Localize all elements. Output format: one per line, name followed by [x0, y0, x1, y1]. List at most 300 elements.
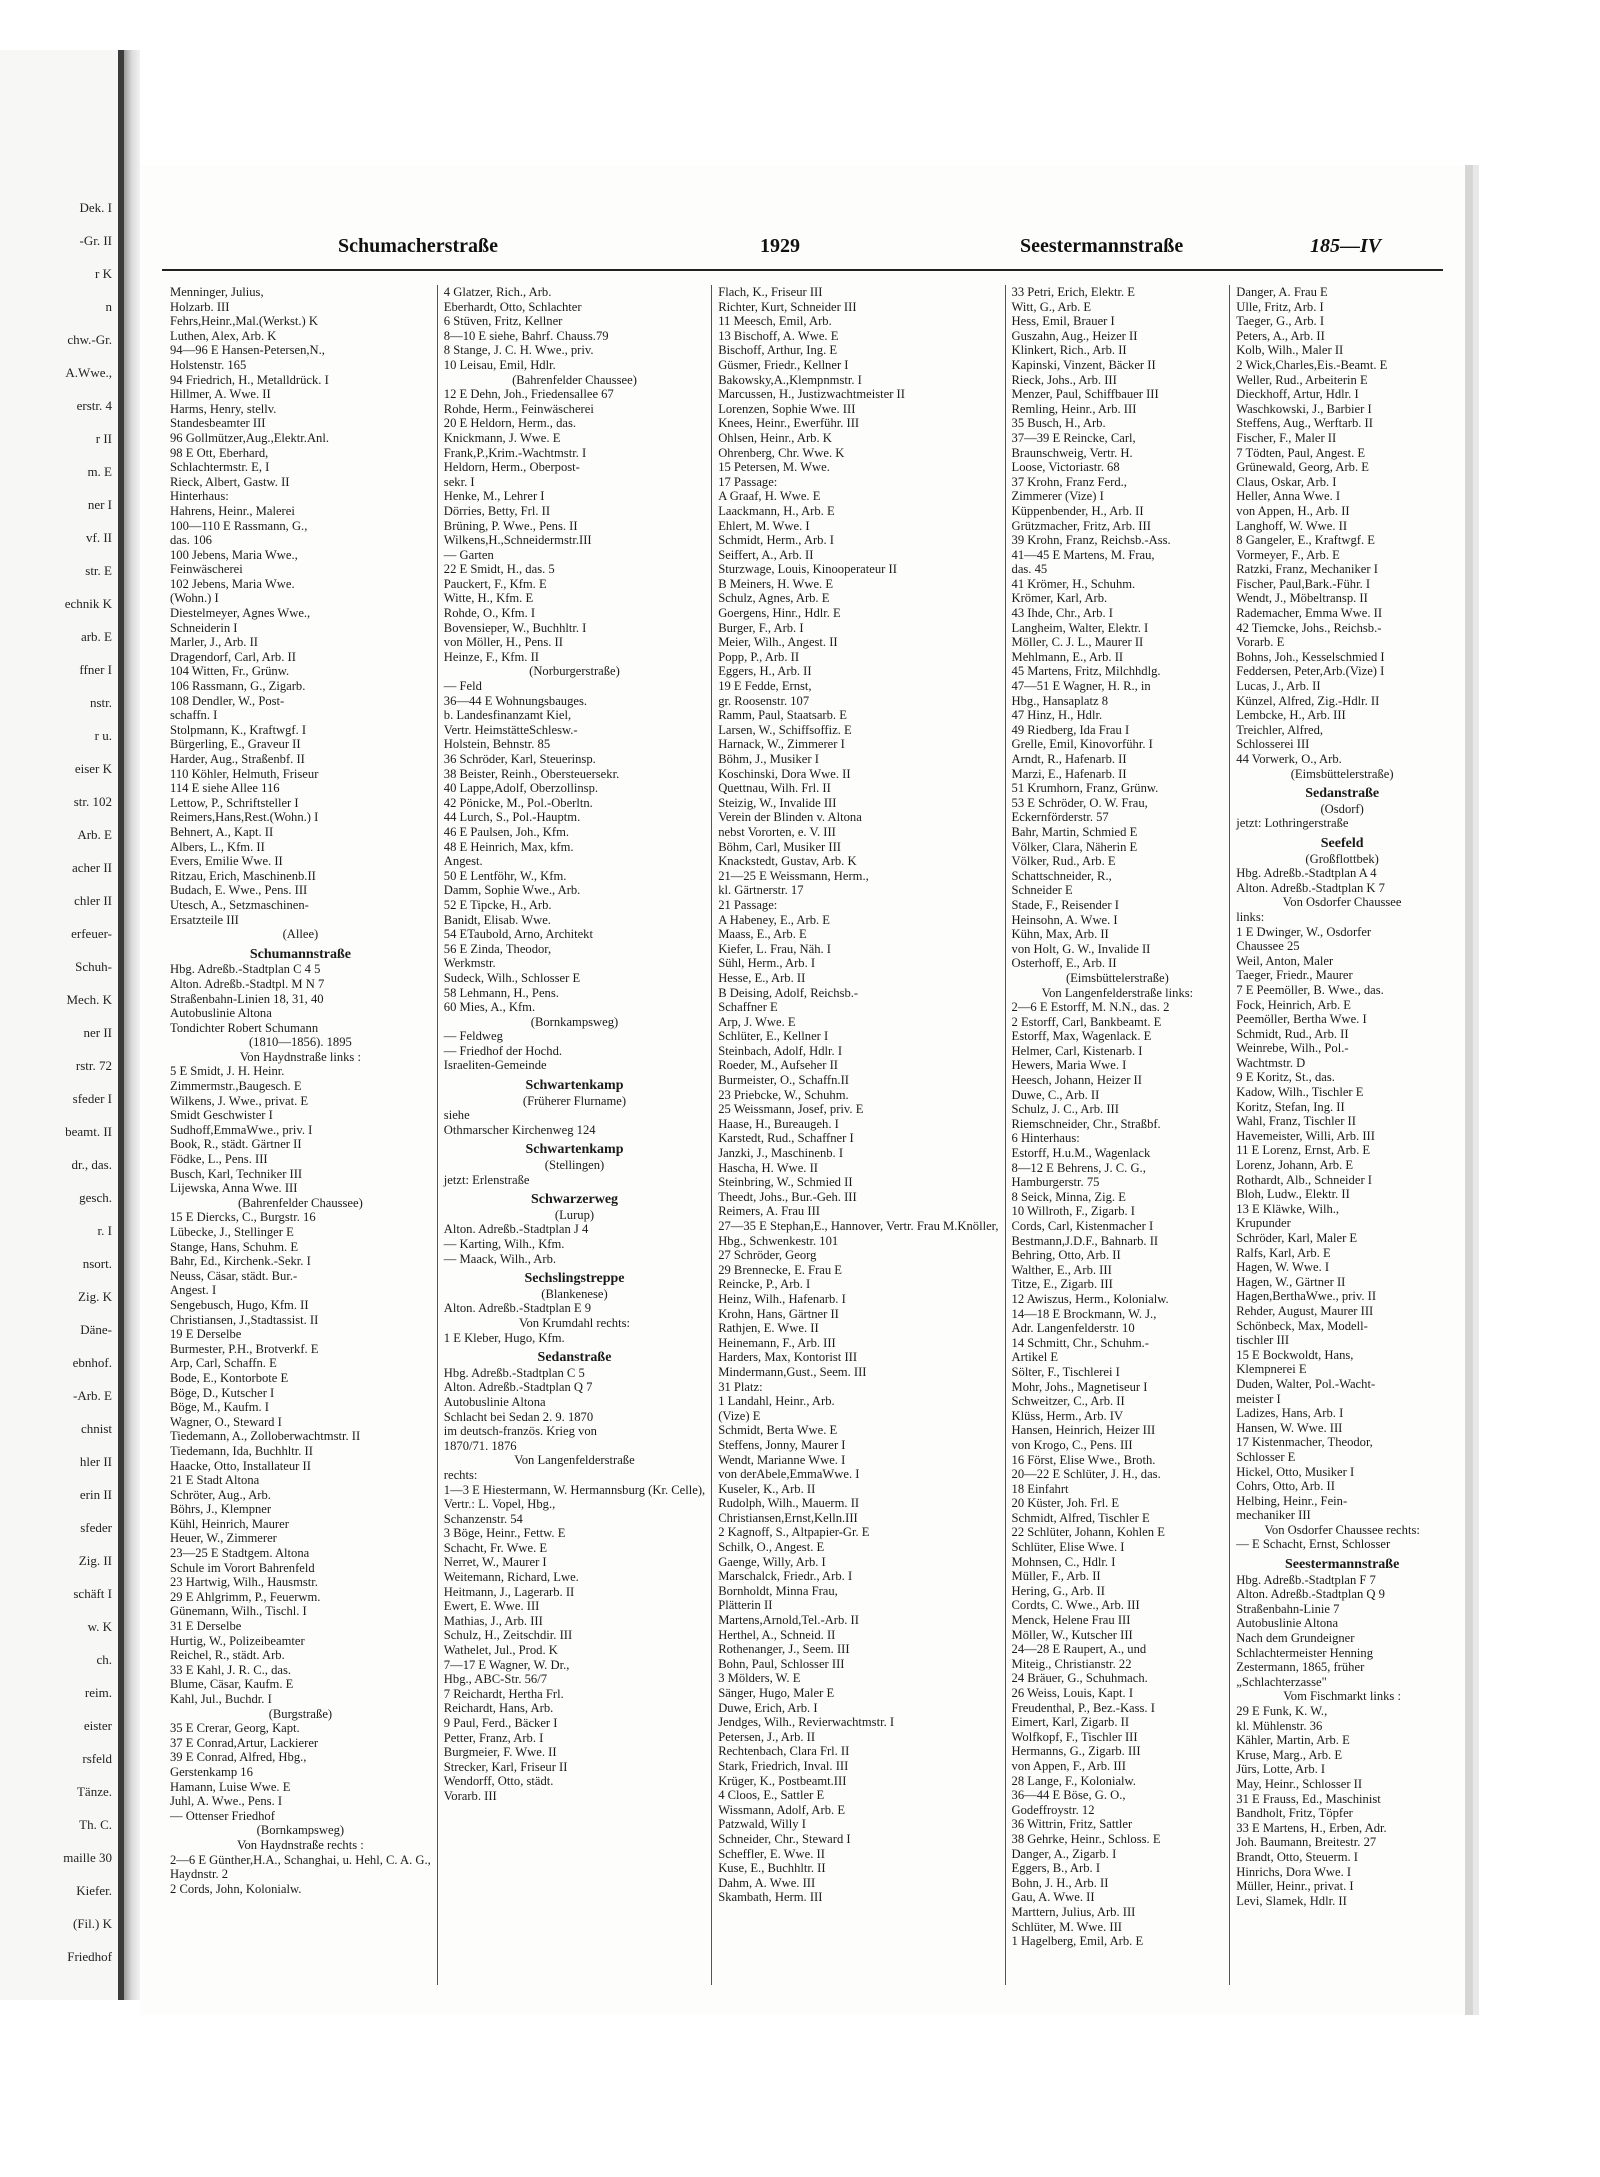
directory-entry: 26 Weiss, Louis, Kapt. I	[1011, 1686, 1134, 1700]
directory-entry: Heuer, W., Zimmerer	[170, 1531, 277, 1546]
section-note: (Norburgerstraße)	[529, 664, 620, 679]
left-page-edge	[0, 50, 124, 2000]
directory-entry: Burger, F., Arb. I	[718, 620, 804, 635]
directory-entry: Hamburgerstr. 75	[1011, 1175, 1100, 1190]
directory-entry: Burmester, P.H., Brotverkf. E	[170, 1341, 319, 1356]
directory-entry: 94 Friedrich, H., Metalldrück. I	[170, 372, 329, 387]
left-page-fragment: vf. II	[86, 530, 112, 545]
directory-entry: 20 Küster, Joh. Frl. E	[1011, 1496, 1120, 1511]
directory-entry: Hagen,BerthaWwe., priv. II	[1236, 1289, 1377, 1304]
directory-entry: 36 Wittrin, Fritz, Sattler	[1011, 1817, 1133, 1832]
directory-entry: Rothardt, Alb., Schneider I	[1236, 1172, 1372, 1187]
directory-entry: „Schlachterzasse"	[1236, 1674, 1327, 1689]
directory-entry: 41 Krömer, H., Schuhm.	[1011, 576, 1136, 591]
directory-entry: Weller, Rud., Arbeiterin E	[1236, 372, 1368, 387]
directory-entry: 6 Hinterhaus:	[1011, 1131, 1080, 1146]
directory-entry: Sühl, Herm., Arb. I	[718, 956, 816, 971]
directory-entry: von Appen, H., Arb. II	[1236, 503, 1350, 518]
directory-entry: 42 Pönicke, M., Pol.-Oberltn.	[443, 795, 593, 810]
directory-entry: Reincke, P., Arb. I	[718, 1277, 811, 1292]
directory-entry: 8 Seick, Minna, Zig. E	[1011, 1189, 1126, 1204]
directory-entry: Stark, Friedrich, Inval. III	[718, 1758, 849, 1773]
section-note: Von Krumdahl rechts:	[518, 1315, 630, 1330]
directory-entry: Bestmann,J.D.F., Bahnarb. II	[1011, 1233, 1159, 1248]
directory-entry: Kühn, Max, Arb. II	[1011, 927, 1109, 942]
directory-entry: Standesbeamter III	[170, 416, 266, 431]
directory-entry: Hagen, W., Gärtner II	[1236, 1274, 1346, 1289]
directory-entry: Wagner, O., Steward I	[170, 1414, 282, 1429]
directory-entry: Hering, G., Arb. II	[1011, 1583, 1105, 1598]
directory-entry: 13 E Kläwke, Wilh.,	[1236, 1201, 1340, 1216]
directory-entry: Lembcke, H., Arb. III	[1236, 708, 1346, 723]
directory-entry: Böge, D., Kutscher I	[170, 1385, 275, 1400]
directory-entry: May, Heinr., Schlosser II	[1236, 1776, 1363, 1791]
directory-entry: Dragendorf, Carl, Arb. II	[170, 649, 296, 664]
directory-entry: Behnert, A., Kapt. II	[170, 824, 274, 839]
directory-entry: Schlachtermstr. E, I	[170, 460, 270, 475]
directory-entry: Christiansen, J.,Stadtassist. II	[170, 1312, 319, 1327]
directory-entry: 1 E Kleber, Hugo, Kfm.	[443, 1330, 565, 1345]
directory-entry: Günemann, Wilh., Tischl. I	[170, 1604, 307, 1619]
directory-entry: Schacht, Fr. Wwe. E	[443, 1540, 548, 1555]
directory-entry: 36—44 E Wohnungsbauges.	[443, 693, 588, 708]
left-page-fragment: chnist	[80, 1421, 112, 1436]
directory-entry: Behring, Otto, Arb. II	[1011, 1248, 1121, 1263]
directory-entry: (Wohn.) I	[170, 591, 219, 606]
directory-entry: Schlosser E	[1236, 1449, 1296, 1464]
directory-entry: Hickel, Otto, Musiker I	[1236, 1464, 1355, 1479]
directory-entry: Taeger, Friedr., Maurer	[1236, 968, 1353, 983]
directory-entry: Knackstedt, Gustav, Arb. K	[718, 854, 857, 869]
directory-entry: Wathelet, Jul., Prod. K	[443, 1643, 558, 1658]
directory-entry: 10 Willroth, F., Zigarb. I	[1011, 1204, 1135, 1219]
directory-entry: Schlüter, Elise Wwe. I	[1011, 1540, 1125, 1555]
directory-entry: Hurtig, W., Polizeibeamter	[170, 1633, 305, 1648]
directory-entry: Weil, Anton, Maler	[1236, 953, 1334, 968]
directory-entry: 54 ETaubold, Arno, Architekt	[443, 927, 593, 942]
directory-entry: Krömer, Karl, Arb.	[1011, 591, 1108, 606]
left-page-fragment: sfeder	[80, 1520, 112, 1535]
section-note: (Osdorf)	[1320, 801, 1364, 816]
directory-entry: 24—28 E Raupert, A., und	[1011, 1642, 1147, 1657]
directory-entry: Rademacher, Emma Wwe. II	[1236, 606, 1383, 621]
directory-entry: von Krogo, C., Pens. III	[1011, 1437, 1133, 1452]
left-page-fragment: r u.	[94, 728, 112, 743]
directory-entry: Ersatzteile III	[170, 912, 239, 927]
directory-entry: Luthen, Alex, Arb. K	[170, 328, 277, 343]
directory-entry: Möller, C. J. L., Maurer II	[1011, 635, 1144, 650]
directory-entry: Lijewska, Anna Wwe. III	[170, 1181, 298, 1196]
directory-entry: links:	[1236, 909, 1265, 924]
directory-entry: Angest. I	[170, 1283, 217, 1298]
directory-entry: Schröder, Karl, Maler E	[1236, 1231, 1358, 1245]
left-page-fragment: beamt. II	[65, 1124, 112, 1139]
directory-entry: Schattschneider, R.,	[1011, 868, 1112, 883]
directory-entry: 33 E Kahl, J. R. C., das.	[170, 1662, 292, 1677]
directory-entry: Bakowsky,A.,Klempnmstr. I	[718, 372, 862, 387]
directory-entry: Hinterhaus:	[170, 489, 229, 504]
left-page-fragment: -Arb. E	[73, 1388, 112, 1403]
directory-entry: Evers, Emilie Wwe. II	[170, 854, 283, 869]
directory-entry: Nach dem Grundeigner	[1236, 1631, 1355, 1646]
street-heading: Schwartenkamp	[525, 1142, 624, 1158]
directory-entry: Christiansen,Ernst,Kelln.III	[718, 1510, 858, 1525]
directory-entry: 3 Mölders, W. E	[718, 1671, 801, 1686]
directory-entry: 53 E Schröder, O. W. Frau,	[1011, 795, 1148, 810]
directory-entry: Frank,P.,Krim.-Wachtmstr. I	[443, 445, 587, 460]
directory-entry: Kuse, E., Buchhltr. II	[718, 1861, 826, 1876]
directory-entry: Grützmacher, Fritz, Arb. III	[1011, 518, 1151, 533]
directory-entry: Peemöller, Bertha Wwe. I	[1236, 1012, 1367, 1027]
directory-entry: Hbg. Adreßb.-Stadtplan A 4	[1236, 866, 1377, 881]
directory-entry: 17 Passage:	[718, 474, 778, 489]
directory-entry: Ramm, Paul, Staatsarb. E	[718, 708, 847, 723]
directory-entry: Albers, L., Kfm. II	[170, 839, 265, 854]
directory-entry: 19 E Derselbe	[170, 1327, 242, 1342]
directory-entry: Hbg., Schwenkestr. 101	[718, 1233, 839, 1248]
directory-entry: Krupunder	[1236, 1216, 1291, 1231]
directory-entry: Kapinski, Vinzent, Bäcker II	[1011, 357, 1156, 372]
directory-entry: Goergens, Hinr., Hdlr. E	[718, 606, 841, 621]
directory-entry: Schulz, Agnes, Arb. E	[718, 591, 830, 606]
directory-entry: 35 Busch, H., Arb.	[1011, 416, 1106, 431]
directory-entry: Roeder, M., Aufseher II	[718, 1058, 838, 1073]
directory-entry: Bohn, Paul, Schlosser III	[718, 1656, 845, 1671]
directory-entry: Alton. Adreßb.-Stadtplan Q 7	[443, 1380, 593, 1395]
directory-entry: Kiefer, L. Frau, Näh. I	[718, 941, 831, 956]
directory-entry: Ohrenberg, Chr. Wwe. K	[718, 445, 845, 460]
directory-entry: 7 Reichardt, Hertha Frl.	[443, 1686, 564, 1701]
directory-entry: Zestermann, 1865, früher	[1236, 1660, 1365, 1675]
directory-entry: das. 106	[170, 533, 212, 548]
directory-entry: 8—10 E siehe, Bahrf. Chauss.79	[443, 328, 609, 343]
directory-entry: Levi, Slamek, Hdlr. II	[1236, 1893, 1347, 1908]
directory-entry: rechts:	[443, 1467, 478, 1482]
directory-entry: Zimmermstr.,Baugesch. E	[170, 1079, 302, 1094]
left-page-fragment: erstr. 4	[76, 398, 112, 413]
directory-entry: 94—96 E Hansen-Petersen,N.,	[170, 343, 325, 358]
directory-entry: 21 Passage:	[718, 897, 778, 912]
directory-entry: Helmer, Carl, Kistenarb. I	[1011, 1043, 1143, 1058]
left-page-fragment: chw.-Gr.	[67, 332, 112, 347]
left-page-fragment: Friedhof	[67, 1949, 112, 1964]
directory-entry: meister I	[1236, 1391, 1281, 1406]
directory-entry: Claus, Oskar, Arb. I	[1236, 474, 1337, 489]
directory-entry: Ralfs, Karl, Arb. E	[1236, 1245, 1331, 1260]
left-page-fragment: maille 30	[63, 1850, 112, 1865]
directory-entry: Estorff, Max, Wagenlack. E	[1011, 1029, 1152, 1044]
left-page-fragment: Th. C.	[79, 1817, 112, 1832]
directory-entry: Schönbeck, Max, Modell-	[1236, 1318, 1368, 1333]
directory-entry: jetzt: Lothringerstraße	[1236, 816, 1349, 831]
left-page-fragment: erfeuer-	[71, 926, 112, 941]
section-note: (Lurup)	[554, 1207, 595, 1222]
directory-entry: Harder, Aug., Straßenbf. II	[170, 752, 305, 766]
left-page-fragment: w. K	[87, 1619, 112, 1634]
directory-entry: Rohde, Herm., Feinwäscherei	[443, 401, 594, 416]
street-heading: Seestermannstraße	[1284, 1557, 1400, 1573]
directory-entry: — Karting, Wilh., Kfm.	[443, 1237, 565, 1251]
directory-entry: Othmarscher Kirchenweg 124	[443, 1122, 596, 1137]
left-page-fragment: echnik K	[64, 596, 112, 611]
directory-entry: — Ottenser Friedhof	[170, 1808, 275, 1823]
directory-entry: Reimers, A. Frau III	[718, 1204, 820, 1219]
left-page-fragment: ch.	[96, 1652, 112, 1667]
directory-entry: Gau, A. Wwe. II	[1011, 1890, 1095, 1905]
directory-entry: Mindermann,Gust., Seem. III	[718, 1364, 867, 1379]
directory-entry: Tiedemann, A., Zolloberwachtmstr. II	[170, 1429, 361, 1444]
directory-entry: Rieck, Albert, Gastw. II	[170, 474, 290, 489]
directory-entry: Hesse, E., Arb. II	[718, 970, 806, 985]
directory-entry: Burgmeier, F. Wwe. II	[443, 1745, 557, 1760]
directory-entry: Braunschweig, Vertr. H.	[1011, 445, 1133, 460]
directory-entry: Blume, Cäsar, Kaufm. E	[170, 1677, 294, 1692]
street-heading: Schwarzerweg	[530, 1192, 619, 1208]
directory-entry: Vorarb. E	[1236, 635, 1285, 650]
left-page-fragment: ffner I	[79, 662, 112, 677]
left-page-fragment: A.Wwe.,	[65, 365, 112, 380]
directory-entry: Schneider, Chr., Steward I	[718, 1831, 851, 1846]
directory-entry: 3 Böge, Heinr., Fettw. E	[443, 1526, 566, 1541]
directory-entry: Haase, H., Bureaugeh. I	[718, 1116, 839, 1131]
directory-entry: Patzwald, Willy I	[718, 1817, 806, 1832]
directory-entry: 43 Ihde, Chr., Arb. I	[1011, 606, 1113, 621]
directory-entry: Völker, Rud., Arb. E	[1011, 854, 1116, 869]
section-note: Von Haydnstraße rechts :	[237, 1837, 364, 1852]
directory-entry: 20—22 E Schlüter, J. H., das.	[1011, 1467, 1161, 1482]
left-page-fragment: Tänze.	[76, 1784, 112, 1799]
directory-entry: Taeger, G., Arb. I	[1236, 314, 1325, 329]
left-page-fragment: gesch.	[79, 1190, 112, 1205]
directory-entry: von Möller, H., Pens. II	[443, 635, 563, 650]
directory-entry: Eberhardt, Otto, Schlachter	[443, 299, 582, 314]
directory-entry: 9 E Koritz, St., das.	[1236, 1070, 1335, 1085]
directory-entry: 39 Krohn, Franz, Reichsb.-Ass.	[1011, 533, 1171, 548]
directory-entry: Bohns, Joh., Kesselschmied I	[1236, 649, 1385, 664]
directory-entry: Kahl, Jul., Buchdr. I	[170, 1692, 272, 1706]
directory-entry: Schneider E	[1011, 883, 1073, 898]
directory-entry: 49 Riedberg, Ida Frau I	[1011, 722, 1130, 737]
directory-entry: Loose, Victoriastr. 68	[1011, 460, 1120, 475]
directory-entry: — Garten	[443, 547, 494, 562]
directory-entry: Rudolph, Wilh., Mauerm. II	[718, 1496, 860, 1511]
directory-entry: Schmidt, Rud., Arb. II	[1236, 1026, 1349, 1041]
directory-entry: das. 45	[1011, 562, 1048, 577]
directory-entry: Eggers, H., Arb. II	[718, 664, 812, 679]
directory-entry: Hinrichs, Dora Wwe. I	[1236, 1864, 1352, 1879]
directory-entry: Lucas, J., Arb. II	[1236, 679, 1321, 694]
left-page-fragment: nsort.	[82, 1256, 112, 1271]
directory-entry: 42 Tiemcke, Johs., Reichsb.-	[1236, 620, 1382, 635]
directory-entry: 4 Cloos, E., Sattler E	[718, 1788, 825, 1803]
directory-entry: Koschinski, Dora Wwe. II	[718, 766, 851, 781]
left-page-fragment: rstr. 72	[75, 1058, 112, 1073]
directory-entry: Schanzenstr. 54	[443, 1511, 523, 1526]
directory-entry: 100—110 E Rassmann, G.,	[170, 518, 308, 533]
directory-entry: 108 Dendler, W., Post-	[170, 693, 285, 708]
directory-entry: 1870/71. 1876	[443, 1438, 517, 1453]
directory-entry: Miteig., Christianstr. 22	[1011, 1656, 1132, 1671]
directory-entry: Angest.	[443, 854, 483, 869]
directory-entry: Tondichter Robert Schumann	[170, 1020, 319, 1035]
directory-entry: Eimert, Karl, Zigarb. II	[1011, 1715, 1130, 1730]
directory-entry: 8—12 E Behrens, J. C. G.,	[1011, 1160, 1146, 1175]
directory-entry: Schlachtermeister Henning	[1236, 1645, 1374, 1660]
directory-entry: Richter, Kurt, Schneider III	[718, 299, 857, 314]
directory-entry: Weinrebe, Wilh., Pol.-	[1236, 1041, 1349, 1056]
directory-entry: Skambath, Herm. III	[718, 1890, 823, 1905]
directory-entry: Karstedt, Rud., Schaffner I	[718, 1131, 854, 1146]
column-3	[712, 285, 1005, 1985]
directory-entry: — Feld	[443, 679, 482, 694]
directory-entry: Vormeyer, F., Arb. E	[1236, 547, 1340, 562]
directory-entry: Jürs, Lotte, Arb. I	[1236, 1762, 1326, 1777]
directory-entry: Bahr, Martin, Schmied E	[1011, 824, 1138, 839]
directory-entry: Cohrs, Otto, Arb. II	[1236, 1479, 1335, 1494]
directory-entry: Hermanns, G., Zigarb. III	[1011, 1744, 1141, 1759]
directory-entry: Lorenz, Johann, Arb. E	[1236, 1158, 1354, 1173]
directory-entry: Helbing, Heinr., Fein-	[1236, 1493, 1348, 1508]
directory-entry: 21—25 E Weissmann, Herm.,	[718, 868, 869, 883]
section-note: (Eimsbüttelerstraße)	[1290, 766, 1394, 781]
directory-entry: Alton. Adreßb.-Stadtplan K 7	[1236, 880, 1385, 895]
directory-entry: Sengebusch, Hugo, Kfm. II	[170, 1297, 309, 1312]
directory-entry: Schweitzer, C., Arb. II	[1011, 1394, 1125, 1409]
directory-entry: Klempnerei E	[1236, 1362, 1307, 1377]
directory-entry: 22 E Smidt, H., das. 5	[443, 562, 555, 577]
directory-entry: (Vize) E	[718, 1408, 761, 1423]
directory-entry: Ladizes, Hans, Arb. I	[1236, 1406, 1344, 1421]
directory-entry: Walther, E., Arb. III	[1011, 1262, 1112, 1277]
directory-entry: Brandt, Otto, Steuerm. I	[1236, 1849, 1358, 1864]
directory-entry: Schulz, J. C., Arb. III	[1011, 1102, 1119, 1117]
directory-entry: Ewert, E. Wwe. III	[443, 1599, 540, 1614]
directory-entry: 29 E Funk, K. W.,	[1236, 1704, 1328, 1718]
directory-entry: 31 Platz:	[718, 1379, 763, 1394]
directory-entry: Reichardt, Hans, Arb.	[443, 1701, 554, 1716]
directory-entry: 102 Jebens, Maria Wwe.	[170, 576, 295, 591]
directory-entry: Dörries, Betty, Frl. II	[443, 503, 551, 518]
directory-entry: Steizig, W., Invalide III	[718, 795, 837, 810]
directory-entry: 50 E Lentföhr, W., Kfm.	[443, 868, 567, 883]
directory-entry: Rothenanger, J., Seem. III	[718, 1642, 850, 1657]
directory-entry: Ohlsen, Heinr., Arb. K	[718, 430, 832, 445]
directory-entry: — Feldweg	[443, 1029, 503, 1044]
directory-entry: von Appen, F., Arb. III	[1011, 1758, 1126, 1773]
left-page-fragment: r K	[95, 266, 112, 281]
directory-entry: Holzarb. III	[170, 299, 230, 314]
directory-entry: Larsen, W., Schiffsoffiz. E	[718, 722, 852, 737]
directory-entry: 60 Mies, A., Kfm.	[443, 1000, 536, 1015]
section-note: (Bornkampsweg)	[256, 1823, 345, 1838]
directory-entry: Plätterin II	[718, 1598, 773, 1613]
directory-entry: Bürgerling, E., Graveur II	[170, 737, 301, 752]
directory-entry: Witt, G., Arb. E	[1011, 299, 1092, 314]
page-header	[140, 235, 1465, 265]
directory-entry: Wilkens,H.,Schneidermstr.III	[443, 533, 592, 548]
directory-entry: Damm, Sophie Wwe., Arb.	[443, 883, 581, 898]
left-page-fragment: ner II	[83, 1025, 112, 1040]
directory-entry: 12 Awiszus, Herm., Kolonialw.	[1011, 1291, 1169, 1306]
directory-entry: Arp, Carl, Schaffn. E	[170, 1356, 277, 1371]
left-page-fragment: r. I	[97, 1223, 112, 1238]
directory-entry: Alton. Adreßb.-Stadtplan Q 9	[1236, 1587, 1385, 1602]
directory-entry: Rathjen, E. Wwe. II	[718, 1321, 819, 1336]
directory-entry: tischler III	[1236, 1333, 1290, 1348]
directory-entry: 23 Priebcke, W., Schuhm.	[718, 1087, 849, 1102]
directory-entry: 2—6 E Estorff, M. N.N., das. 2	[1011, 1000, 1170, 1015]
directory-entry: siehe	[443, 1108, 470, 1123]
directory-entry: Schlüter, M. Wwe. III	[1011, 1919, 1122, 1934]
directory-entry: 110 Köhler, Helmuth, Friseur	[170, 766, 319, 781]
directory-entry: Schule im Vorort Bahrenfeld	[170, 1560, 315, 1575]
directory-entry: 10 Leisau, Emil, Hdlr.	[443, 357, 556, 372]
left-page-fragment: n	[105, 299, 112, 314]
directory-entry: Wendt, J., Möbeltransp. II	[1236, 591, 1368, 606]
section-note: (Burgstraße)	[268, 1706, 333, 1721]
directory-entry: Diestelmeyer, Agnes Wwe.,	[170, 606, 311, 621]
directory-entry: Schlacht bei Sedan 2. 9. 1870	[443, 1409, 594, 1424]
directory-entry: Wilkens, J. Wwe., privat. E	[170, 1093, 309, 1108]
directory-entry: 19 E Fedde, Ernst,	[718, 679, 812, 694]
directory-entry: gr. Roosenstr. 107	[718, 693, 810, 708]
directory-entry: 29 Brennecke, E. Frau E	[718, 1262, 842, 1277]
directory-entry: Danger, A. Frau E	[1236, 285, 1328, 299]
directory-entry: 36 Schröder, Karl, Steuerinsp.	[443, 752, 596, 766]
directory-entry: Schneiderin I	[170, 620, 238, 635]
directory-entry: Neuss, Cäsar, städt. Bur.-	[170, 1268, 298, 1283]
directory-entry: Ehlert, M. Wwe. I	[718, 518, 810, 533]
column-4	[1006, 285, 1231, 1985]
directory-entry: Witte, H., Kfm. E	[443, 591, 534, 606]
directory-entry: Marttern, Julius, Arb. III	[1011, 1904, 1136, 1919]
directory-entry: Wahl, Franz, Tischler II	[1236, 1114, 1356, 1129]
directory-entry: Marzi, E., Hafenarb. II	[1011, 766, 1127, 781]
directory-entry: Heldorn, Herm., Oberpost-	[443, 460, 580, 475]
directory-entry: Duwe, C., Arb. II	[1011, 1087, 1100, 1102]
directory-entry: Stange, Hans, Schuhm. E	[170, 1239, 299, 1254]
directory-entry: Grünewald, Georg, Arb. E	[1236, 460, 1369, 475]
directory-entry: Bornholdt, Minna Frau,	[718, 1583, 838, 1598]
directory-entry: Quettnau, Wilh. Frl. II	[718, 781, 831, 796]
directory-entry: Bandholt, Fritz, Töpfer	[1236, 1806, 1353, 1821]
directory-entry: Fehrs,Heinr.,Mal.(Werkst.) K	[170, 314, 318, 329]
directory-entry: 29 E Ahlgrimm, P., Feuerwm.	[170, 1589, 321, 1604]
directory-entry: Utesch, A., Setzmaschinen-	[170, 897, 309, 912]
directory-entry: Ratzki, Franz, Mechaniker I	[1236, 562, 1378, 577]
directory-entry: Steffens, Aug., Werftarb. II	[1236, 416, 1373, 431]
directory-entry: Petter, Franz, Arb. I	[443, 1730, 544, 1745]
section-note: Vom Fischmarkt links :	[1283, 1689, 1401, 1704]
columns-container	[164, 285, 1454, 1985]
directory-entry: Werkmstr.	[443, 956, 496, 971]
directory-entry: Alton. Adreßb.-Stadtplan E 9	[443, 1301, 592, 1316]
left-page-fragment: m. E	[87, 464, 112, 479]
left-page-fragment: Arb. E	[77, 827, 112, 842]
directory-entry: Menck, Helene Frau III	[1011, 1613, 1131, 1628]
section-note: (Blankenese)	[541, 1286, 608, 1301]
directory-entry: 106 Rassmann, G., Zigarb.	[170, 679, 306, 694]
directory-entry: Alton. Adreßb.-Stadtpl. M N 7	[170, 976, 325, 991]
directory-entry: A Habeney, E., Arb. E	[718, 912, 830, 927]
directory-entry: Hewers, Maria Wwe. I	[1011, 1058, 1127, 1073]
directory-entry: 7 E Peemöller, B. Wwe., das.	[1236, 982, 1384, 997]
left-page-fragment: r II	[95, 431, 112, 446]
directory-entry: Mehlmann, E., Arb. II	[1011, 649, 1124, 664]
directory-entry: Hbg. Adreßb.-Stadtplan C 4 5	[170, 962, 321, 977]
directory-entry: 28 Lange, F., Kolonialw.	[1011, 1773, 1136, 1788]
directory-entry: Wendt, Marianne Wwe. I	[718, 1452, 846, 1467]
